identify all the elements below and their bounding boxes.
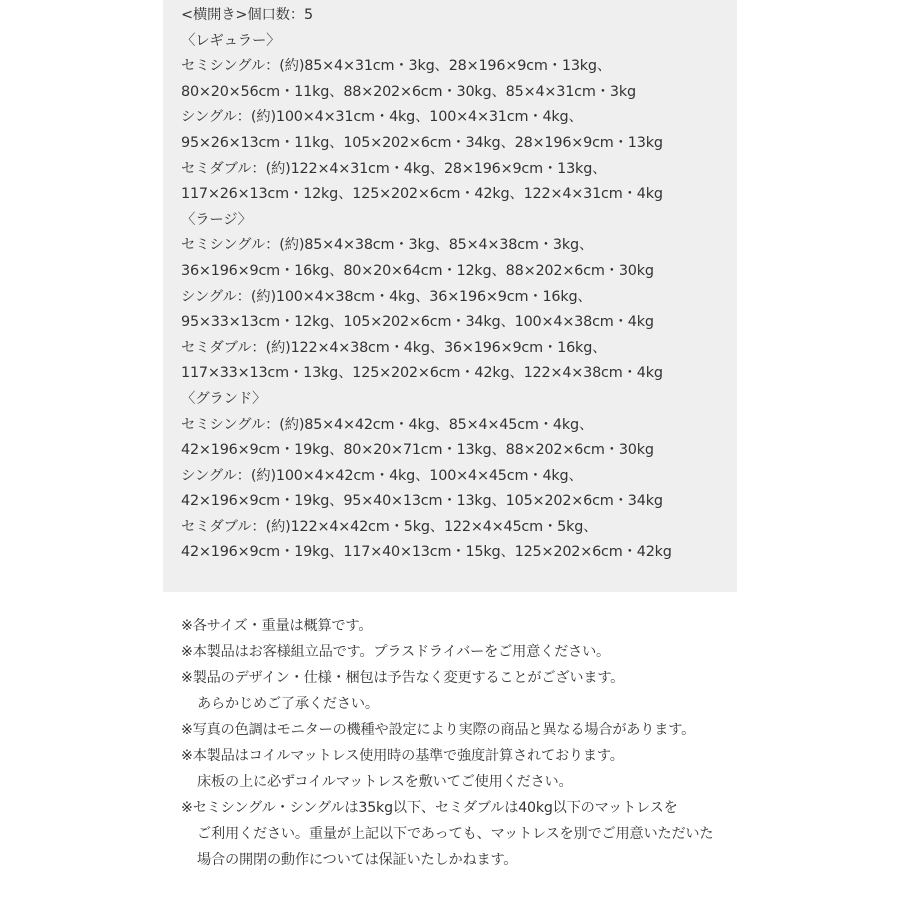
- spec-line: シングル：(約)100×4×31cm・4kg、100×4×31cm・4kg、: [181, 109, 583, 126]
- note-line: ※製品のデザイン・仕様・梱包は予告なく変更することがございます。: [181, 670, 625, 686]
- spec-line: 〈ラージ〉: [181, 211, 252, 228]
- note-line: ※本製品はお客様組立品です。プラスドライバーをご用意ください。: [181, 644, 611, 660]
- spec-line: 42×196×9cm・19kg、95×40×13cm・13kg、105×202×6cm・34kg: [181, 493, 663, 510]
- spec-line: シングル：(約)100×4×42cm・4kg、100×4×45cm・4kg、: [181, 467, 583, 484]
- spec-line: 〈グランド〉: [181, 390, 267, 407]
- spec-line: 〈レギュラー〉: [181, 32, 281, 49]
- spec-line: 95×26×13cm・11kg、105×202×6cm・34kg、28×196×9cm・13kg: [181, 134, 663, 151]
- spec-line: 117×33×13cm・13kg、125×202×6cm・42kg、122×4×38cm・4kg: [181, 365, 663, 382]
- note-line: 床板の上に必ずコイルマットレスを敷いてご使用ください。: [197, 774, 573, 790]
- spec-line: セミシングル：(約)85×4×42cm・4kg、85×4×45cm・4kg、: [181, 416, 594, 433]
- spec-line: セミダブル：(約)122×4×42cm・5kg、122×4×45cm・5kg、: [181, 518, 598, 535]
- spec-line: セミシングル：(約)85×4×38cm・3kg、85×4×38cm・3kg、: [181, 237, 594, 254]
- note-line: ※各サイズ・重量は概算です。: [181, 618, 373, 634]
- spec-line: セミダブル：(約)122×4×38cm・4kg、36×196×9cm・16kg、: [181, 339, 607, 356]
- note-line: ご利用ください。重量が上記以下であっても、マットレスを別でご用意いただいた: [197, 826, 714, 842]
- spec-box: [163, 0, 737, 592]
- spec-line: 42×196×9cm・19kg、80×20×71cm・13kg、88×202×6cm・30kg: [181, 442, 654, 459]
- spec-line: <横開き>個口数：5: [181, 7, 314, 23]
- spec-line: 42×196×9cm・19kg、117×40×13cm・15kg、125×202×6cm・42kg: [181, 544, 672, 561]
- spec-line: 80×20×56cm・11kg、88×202×6cm・30kg、85×4×31cm・3kg: [181, 83, 636, 100]
- spec-line: セミシングル：(約)85×4×31cm・3kg、28×196×9cm・13kg、: [181, 58, 612, 75]
- notes-list: [181, 613, 713, 873]
- note-line: ※写真の色調はモニターの機種や設定により実際の商品と異なる場合があります。: [181, 722, 696, 738]
- spec-lines: [181, 3, 672, 566]
- note-line: 場合の開閉の動作については保証いたしかねます。: [197, 852, 518, 868]
- note-line: あらかじめご了承ください。: [197, 696, 379, 712]
- note-line: ※セミシングル・シングルは35kg以下、セミダブルは40kg以下のマットレスを: [181, 800, 678, 816]
- spec-line: セミダブル：(約)122×4×31cm・4kg、28×196×9cm・13kg、: [181, 160, 607, 177]
- spec-line: 95×33×13cm・12kg、105×202×6cm・34kg、100×4×38cm・4kg: [181, 314, 654, 331]
- spec-line: 117×26×13cm・12kg、125×202×6cm・42kg、122×4×31cm・4kg: [181, 186, 663, 203]
- spec-line: 36×196×9cm・16kg、80×20×64cm・12kg、88×202×6cm・30kg: [181, 262, 654, 279]
- note-line: ※本製品はコイルマットレス使用時の基準で強度計算されております。: [181, 748, 624, 764]
- spec-line: シングル：(約)100×4×38cm・4kg、36×196×9cm・16kg、: [181, 288, 592, 305]
